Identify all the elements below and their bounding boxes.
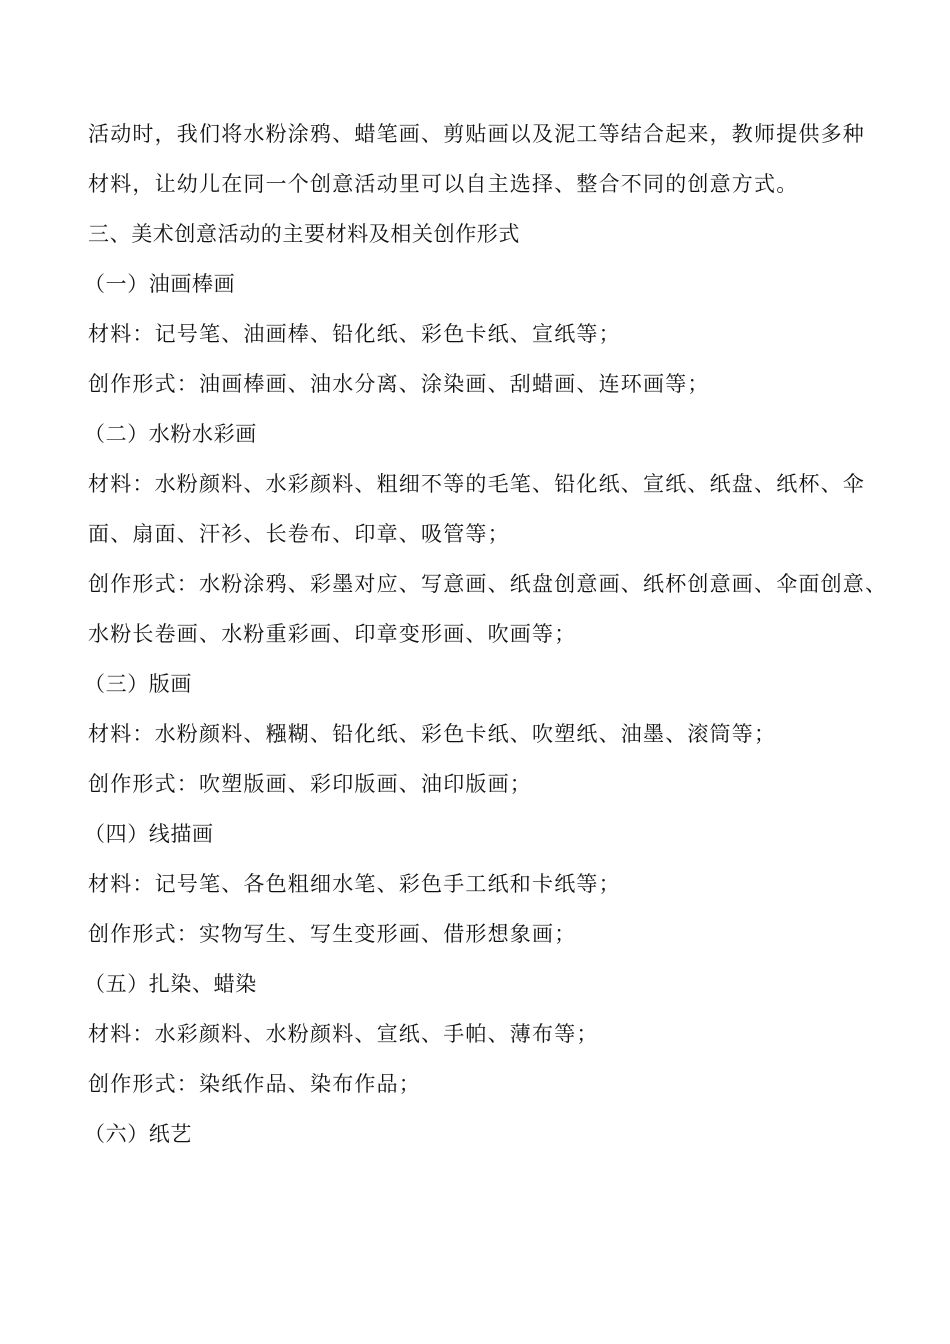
forms-line: 创作形式：水粉涂鸦、彩墨对应、写意画、纸盘创意画、纸杯创意画、伞面创意、 (88, 572, 888, 596)
subsection-heading: （六）纸艺 (84, 1122, 192, 1146)
subsection-heading: （二）水粉水彩画 (84, 422, 257, 446)
materials-line: 材料：记号笔、油画棒、铅化纸、彩色卡纸、宣纸等； (88, 322, 621, 346)
body-paragraph-line: 材料，让幼儿在同一个创意活动里可以自主选择、整合不同的创意方式。 (88, 172, 799, 196)
materials-line: 材料：水彩颜料、水粉颜料、宣纸、手帕、薄布等； (88, 1022, 599, 1046)
materials-line: 材料：水粉颜料、水彩颜料、粗细不等的毛笔、铅化纸、宣纸、纸盘、纸杯、伞 (88, 472, 865, 496)
forms-line: 创作形式：油画棒画、油水分离、涂染画、刮蜡画、连环画等； (88, 372, 710, 396)
subsection-heading: （四）线描画 (84, 822, 214, 846)
forms-line-continued: 水粉长卷画、水粉重彩画、印章变形画、吹画等； (88, 622, 577, 646)
subsection-heading: （一）油画棒画 (84, 272, 236, 296)
materials-line-continued: 面、扇面、汗衫、长卷布、印章、吸管等； (88, 522, 510, 546)
materials-line: 材料：水粉颜料、糨糊、铅化纸、彩色卡纸、吹塑纸、油墨、滚筒等； (88, 722, 777, 746)
forms-line: 创作形式：吹塑版画、彩印版画、油印版画； (88, 772, 532, 796)
subsection-heading: （三）版画 (84, 672, 192, 696)
materials-line: 材料：记号笔、各色粗细水笔、彩色手工纸和卡纸等； (88, 872, 621, 896)
section-heading: 三、美术创意活动的主要材料及相关创作形式 (88, 222, 520, 246)
body-paragraph-line: 活动时，我们将水粉涂鸦、蜡笔画、剪贴画以及泥工等结合起来，教师提供多种 (88, 122, 865, 146)
forms-line: 创作形式：实物写生、写生变形画、借形想象画； (88, 922, 577, 946)
subsection-heading: （五）扎染、蜡染 (84, 972, 257, 996)
forms-line: 创作形式：染纸作品、染布作品； (88, 1072, 421, 1096)
